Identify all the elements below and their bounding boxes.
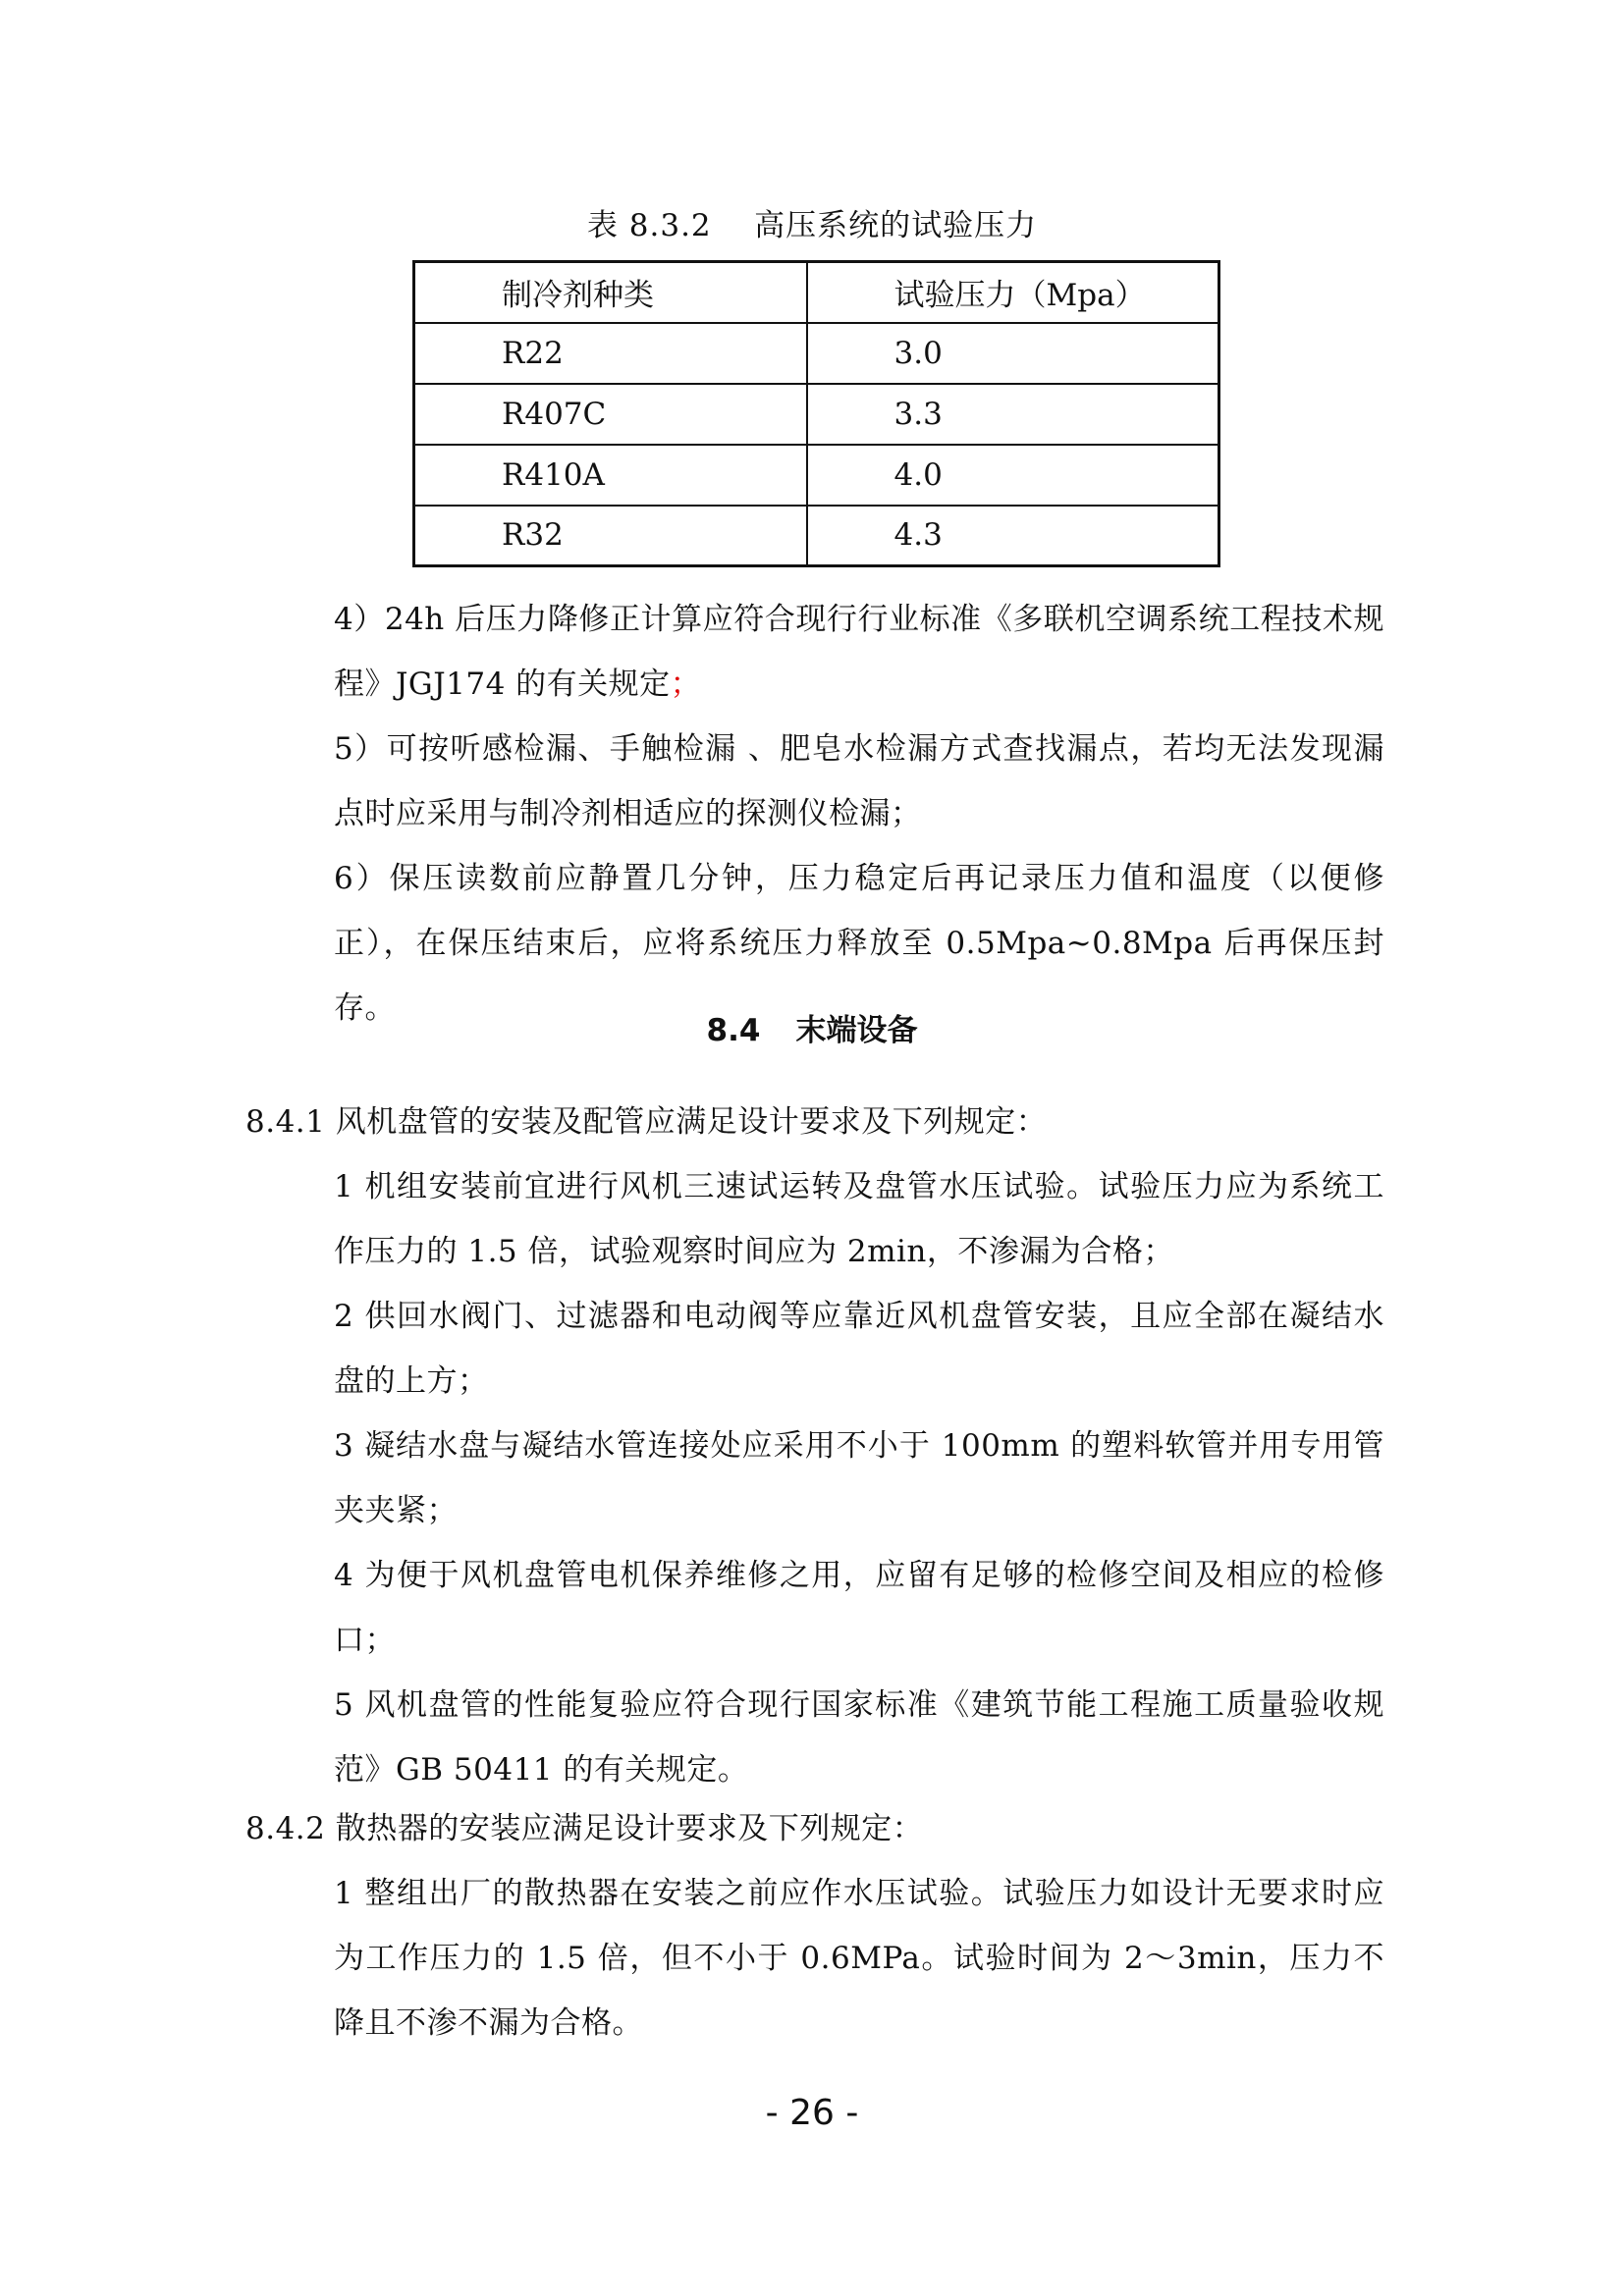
- table-row: [414, 445, 1219, 506]
- list-item: 5）可按听感检漏、手触检漏 、肥皂水检漏方式查找漏点，若均无法发现漏点时应采用与制冷剂相适应的探测仪检漏；: [334, 731, 1384, 831]
- pressure-table: [412, 260, 1220, 567]
- clause-842-items: [334, 1861, 1384, 2056]
- table-cell-pressure: 4.3: [807, 506, 1219, 566]
- table-cell-pressure: 4.0: [807, 445, 1219, 506]
- list-item: 6）保压读数前应静置几分钟，压力稳定后再记录压力值和温度（以便修正），在保压结束后，应将系统压力释放至 0.5Mpa~0.8Mpa 后再保压封存。: [334, 861, 1384, 1026]
- list-item: [334, 587, 1384, 717]
- table-header-cell: 制冷剂种类: [414, 262, 807, 323]
- table-cell-refrigerant: R410A: [414, 445, 807, 506]
- list-item: 3 凝结水盘与凝结水管连接处应采用不小于 100mm 的塑料软管并用专用管夹夹紧；: [334, 1428, 1384, 1528]
- table-cell-refrigerant: R32: [414, 506, 807, 566]
- table-cell-pressure: 3.0: [807, 323, 1219, 384]
- list-item: 5 风机盘管的性能复验应符合现行国家标准《建筑节能工程施工质量验收规范》GB 50411 的有关规定。: [334, 1687, 1384, 1788]
- clause-heading-841: 8.4.1 风机盘管的安装及配管应满足设计要求及下列规定：: [245, 1104, 1048, 1140]
- table-header-row: [414, 262, 1219, 323]
- items-834: [334, 587, 1384, 1041]
- table-row: [414, 384, 1219, 445]
- page-number: - 26 -: [765, 2093, 859, 2133]
- section-number: 8.4: [706, 1013, 761, 1048]
- list-item: 1 整组出厂的散热器在安装之前应作水压试验。试验压力如设计无要求时应为工作压力的 1.5 倍，但不小于 0.6MPa。试验时间为 2～3min，压力不降且不渗不漏为合格。: [334, 1876, 1384, 2041]
- table-row: [414, 323, 1219, 384]
- table-cell-refrigerant: R407C: [414, 384, 807, 445]
- list-item: 2 供回水阀门、过滤器和电动阀等应靠近风机盘管安装，且应全部在凝结水盘的上方；: [334, 1299, 1384, 1399]
- clause-841-items: [334, 1154, 1384, 1802]
- list-item: 4 为便于风机盘管电机保养维修之用，应留有足够的检修空间及相应的检修口；: [334, 1558, 1384, 1658]
- section-title: 末端设备: [795, 1013, 918, 1048]
- clause-heading-842: 8.4.2 散热器的安装应满足设计要求及下列规定：: [245, 1811, 924, 1846]
- table-cell-pressure: 3.3: [807, 384, 1219, 445]
- table-caption: 表 8.3.2 高压系统的试验压力: [586, 208, 1038, 243]
- table-header-cell: 试验压力（Mpa）: [807, 262, 1219, 323]
- list-item: 1 机组安装前宜进行风机三速试运转及盘管水压试验。试验压力应为系统工作压力的 1.5 倍，试验观察时间应为 2min，不渗漏为合格；: [334, 1169, 1384, 1269]
- list-item-end-mark: ；: [670, 667, 702, 702]
- list-item-text: 4）24h 后压力降修正计算应符合现行行业标准《多联机空调系统工程技术规程》JGJ174 的有关规定: [334, 602, 1384, 702]
- table-cell-refrigerant: R22: [414, 323, 807, 384]
- section-heading: [0, 1001, 1624, 1060]
- table-row: [414, 506, 1219, 566]
